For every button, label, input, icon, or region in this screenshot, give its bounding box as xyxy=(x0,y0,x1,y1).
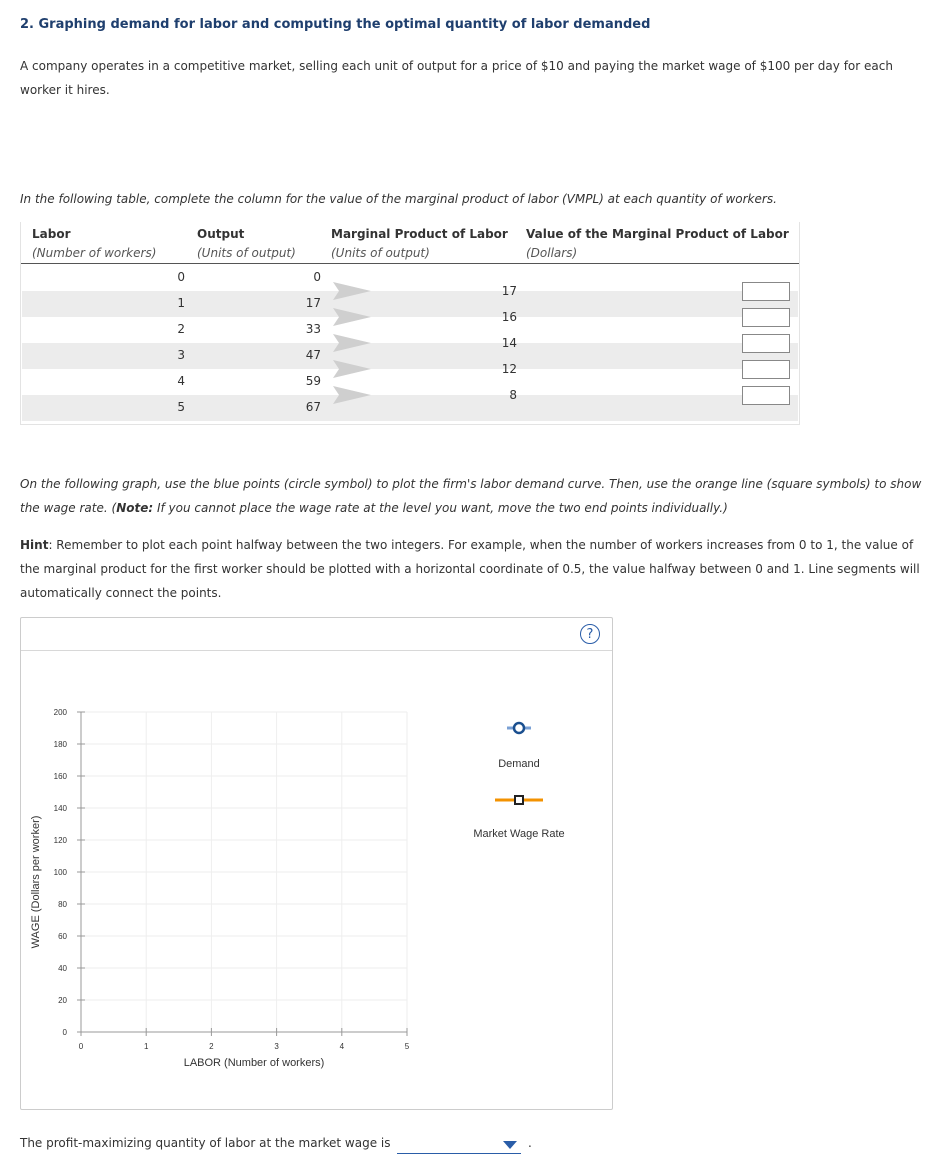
page-title: 2. Graphing demand for labor and computing the optimal quantity of labor demanded xyxy=(20,17,651,32)
y-tick-label: 140 xyxy=(53,804,67,813)
output-cell: 59 xyxy=(305,374,321,388)
vmpl-input-3[interactable] xyxy=(742,334,790,353)
x-tick-label: 5 xyxy=(404,1042,410,1051)
y-axis-title: WAGE (Dollars per worker) xyxy=(30,815,42,949)
y-tick-label: 180 xyxy=(53,740,67,749)
graph-instruction: On the following graph, use the blue points (circle symbol) to plot the firm's labor demand curve. Then, use the orange line (square symbols) to show the wage rate. (Note: If you cannot place the wage rate at the level you want, move the two end points individually.) xyxy=(20,477,922,515)
output-cell: 47 xyxy=(305,348,321,362)
chevron-right-icon xyxy=(333,386,371,404)
row-shade xyxy=(22,343,798,369)
labor-cell: 3 xyxy=(177,348,185,362)
labor-demand-chart[interactable] xyxy=(21,650,612,1106)
vmpl-input-2[interactable] xyxy=(742,308,790,327)
header-output: Output (Units of output) xyxy=(197,227,296,260)
vmpl-input-1[interactable] xyxy=(742,282,790,301)
labor-cell: 4 xyxy=(177,374,185,388)
graph-panel xyxy=(20,617,613,1110)
header-vmpl: Value of the Marginal Product of Labor (Dollars) xyxy=(526,227,789,260)
chevron-down-icon xyxy=(503,1141,517,1149)
graph-toolbar xyxy=(21,618,612,651)
legend-demand-label: Demand xyxy=(498,758,540,770)
labor-cell: 1 xyxy=(177,296,185,310)
y-tick-label: 100 xyxy=(53,868,67,877)
intro-paragraph: A company operates in a competitive market, selling each unit of output for a price of $10 and paying the market wage of $100 per day for each worker it hires. xyxy=(20,59,893,97)
output-cell: 33 xyxy=(305,322,321,336)
vmpl-table xyxy=(20,222,800,425)
output-cell: 17 xyxy=(305,296,321,310)
mpl-cell: 16 xyxy=(501,310,517,324)
chevron-right-icon xyxy=(333,282,371,300)
y-tick-label: 20 xyxy=(58,996,67,1005)
mpl-cell: 17 xyxy=(501,284,517,298)
y-tick-label: 120 xyxy=(53,836,67,845)
header-mpl: Marginal Product of Labor (Units of output) xyxy=(331,227,508,260)
x-tick-label: 2 xyxy=(209,1042,214,1051)
chevron-right-icon xyxy=(333,308,371,326)
vmpl-input-4[interactable] xyxy=(742,360,790,379)
answer-suffix: . xyxy=(528,1136,532,1150)
header-divider xyxy=(21,263,799,264)
x-tick-label: 0 xyxy=(78,1042,84,1051)
y-tick-label: 60 xyxy=(58,932,67,941)
mpl-cell: 14 xyxy=(501,336,517,350)
table-instruction: In the following table, complete the column for the value of the marginal product of labor (VMPL) at each quantity of workers. xyxy=(20,192,777,206)
y-tick-label: 200 xyxy=(53,708,67,717)
mpl-arrows xyxy=(331,278,375,408)
x-tick-label: 4 xyxy=(339,1042,345,1051)
output-cell: 0 xyxy=(313,270,321,284)
y-tick-label: 40 xyxy=(58,964,67,973)
labor-cell: 0 xyxy=(177,270,185,284)
x-tick-label: 1 xyxy=(143,1042,149,1051)
legend-demand-circle-icon xyxy=(514,723,524,733)
hint-paragraph: Hint: Remember to plot each point halfway between the two integers. For example, when the number of workers increases from 0 to 1, the value of the marginal product for the first worker should be plotted with a horizontal coordinate of 0.5, the value halfway between 0 and 1. Line segments will automatically connect the points. xyxy=(20,538,920,600)
answer-prefix: The profit-maximizing quantity of labor at the market wage is xyxy=(20,1136,391,1150)
y-tick-label: 0 xyxy=(62,1028,67,1037)
header-labor: Labor (Number of workers) xyxy=(32,227,157,260)
output-cell: 67 xyxy=(305,400,321,414)
answer-dropdown[interactable] xyxy=(397,1134,521,1154)
mpl-cell: 12 xyxy=(501,362,517,376)
chevron-right-icon xyxy=(333,334,371,352)
row-shade xyxy=(22,291,798,317)
x-tick-label: 3 xyxy=(274,1042,279,1051)
legend-wage-label: Market Wage Rate xyxy=(473,828,565,840)
labor-cell: 2 xyxy=(177,322,185,336)
y-tick-label: 160 xyxy=(53,772,67,781)
chevron-right-icon xyxy=(333,360,371,378)
vmpl-input-5[interactable] xyxy=(742,386,790,405)
x-axis-title: LABOR (Number of workers) xyxy=(183,1057,325,1069)
y-tick-label: 80 xyxy=(58,900,67,909)
legend-wage-square-icon xyxy=(515,796,523,804)
labor-cell: 5 xyxy=(177,400,185,414)
mpl-cell: 8 xyxy=(509,388,517,402)
help-icon[interactable]: ? xyxy=(580,624,600,644)
row-shade xyxy=(22,395,798,421)
